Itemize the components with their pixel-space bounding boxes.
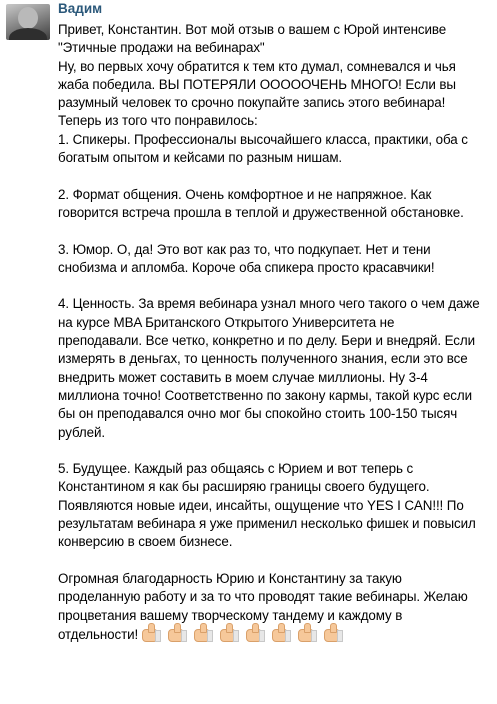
- message-line: на курсе MBA Британского Открытого Университета не: [58, 314, 395, 330]
- message-line: [58, 222, 497, 240]
- message-line: 5. Будущее. Каждый раз общаясь с Юрием и вот теперь с: [58, 461, 414, 477]
- avatar[interactable]: [6, 4, 50, 40]
- message-line: миллиона точно! Соответственно по закону кармы, такой курс если: [58, 387, 472, 403]
- thumbs-up-icon: [322, 625, 344, 642]
- message-line: внедрить может составить в моем случае миллионы. Ну 3-4: [58, 369, 428, 385]
- message-line: Появляются новые идеи, инсайты, ощущение что YES I CAN!!! По: [58, 497, 464, 513]
- message-line: Теперь из того что понравилось:: [58, 113, 258, 129]
- message-line: 2. Формат общения. Очень комфортное и не напряжное. Как: [58, 186, 432, 202]
- thumbs-up-icon: [218, 625, 240, 642]
- thumbs-up-icon: [166, 625, 188, 642]
- message-line: рублей.: [58, 424, 105, 440]
- author-name[interactable]: Вадим: [58, 1, 103, 16]
- message-line: преподавали. Все четко, конкретно и по делу. Бери и внедряй. Если: [58, 333, 475, 349]
- message-line: "Этичные продажи на вебинарах": [58, 40, 265, 56]
- message-line: жаба победила. ВЫ ПОТЕРЯЛИ ОООООЧЕНЬ МНОГО! Если вы: [58, 76, 456, 92]
- message-line: проделанную работу и за то что проводят такие вебинары. Желаю: [58, 589, 468, 605]
- message-line: 4. Ценность. За время вебинара узнал много чего такого о чем даже: [58, 296, 480, 312]
- message-line: 1. Спикеры. Профессионалы высочайшего класса, практики, оба с: [58, 131, 468, 147]
- message-line: Ну, во первых хочу обратится к тем кто думал, сомневался и чья: [58, 58, 456, 74]
- message-line: измерять в деньгах, то ценность полученного знания, если это все: [58, 351, 468, 367]
- message-line: богатым опытом и кейсами по разным нишам.: [58, 150, 343, 166]
- message-line: 3. Юмор. О, да! Это вот как раз то, что подкупает. Нет и тени: [58, 241, 431, 257]
- message-line: конверсию в своем бизнесе.: [58, 534, 233, 550]
- thumbs-up-icon: [244, 625, 266, 642]
- avatar-head: [18, 7, 38, 29]
- message-line: Константином я как бы расширяю границы своего будущего.: [58, 479, 430, 495]
- message-line: бы он преподавался очно мог бы спокойно стоить 100-150 тысяч: [58, 406, 458, 422]
- message-line: [58, 442, 497, 460]
- message-line: процветания вашему творческому тандему и каждому в: [58, 607, 403, 623]
- thumbs-up-icon: [140, 625, 162, 642]
- thumbs-up-icon: [192, 625, 214, 642]
- message-line: говорится встреча прошла в теплой и дружественной обстановке.: [58, 204, 464, 220]
- thumbs-up-icon: [270, 625, 292, 642]
- message-line: Огромная благодарность Юрию и Константину за такую: [58, 570, 402, 586]
- message-line: отдельности!: [58, 625, 497, 647]
- message-line: снобизма и апломба. Короче оба спикера просто красавчики!: [58, 259, 435, 275]
- message-line: [58, 552, 497, 570]
- message-line: Привет, Константин. Вот мой отзыв о вашем с Юрой интенсиве: [58, 22, 447, 37]
- message-body: [58, 21, 497, 647]
- message-line: [58, 277, 497, 295]
- message-line: разумный человек то срочно покупайте запись этого вебинара!: [58, 95, 446, 111]
- avatar-shoulders: [9, 28, 47, 40]
- emoji-row: [140, 625, 348, 647]
- message-line: результатам вебинара я уже применил несколько фишек и повысил: [58, 516, 476, 532]
- thumbs-up-icon: [296, 625, 318, 642]
- message-line: [58, 167, 497, 185]
